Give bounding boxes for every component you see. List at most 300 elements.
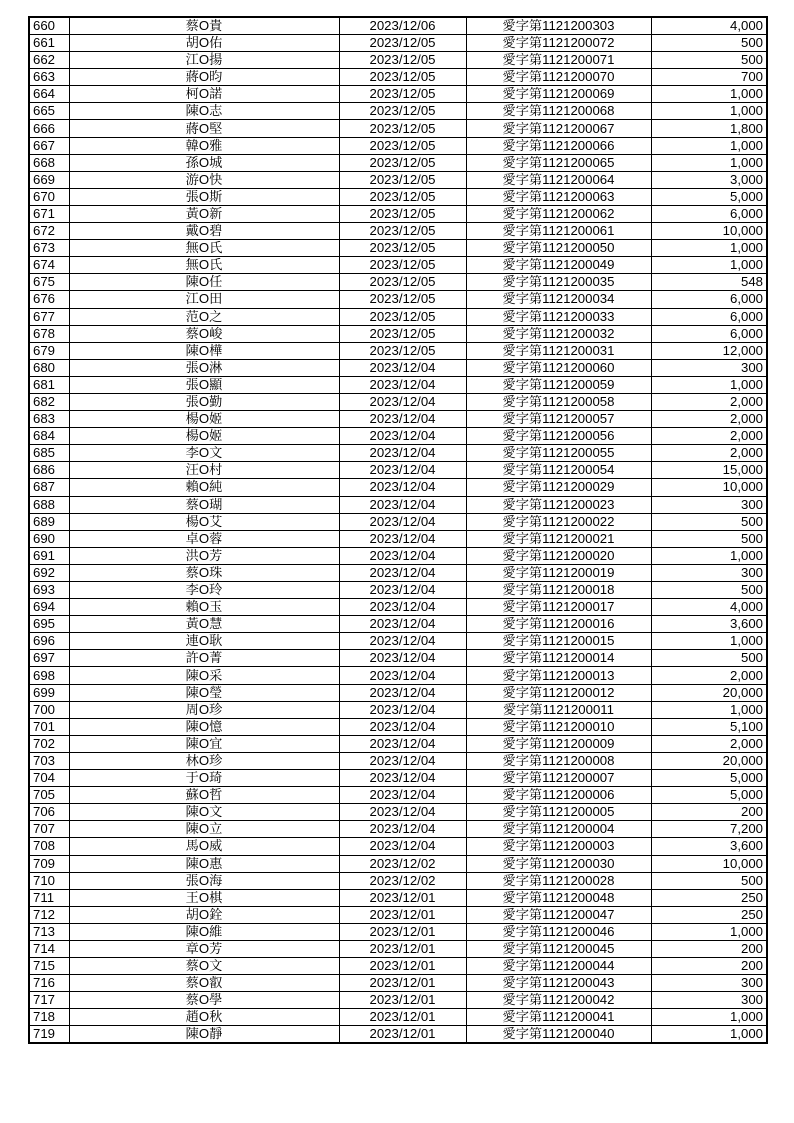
donor-name: 陳O宜 [69,735,339,752]
donor-name: 張O海 [69,872,339,889]
donation-amount: 6,000 [651,291,767,308]
table-row [29,359,767,376]
donor-name: 李O玲 [69,582,339,599]
donation-date: 2023/12/04 [339,667,466,684]
table-row [29,291,767,308]
donor-name: 于O琦 [69,770,339,787]
donation-amount: 4,000 [651,17,767,35]
entry-number: 693 [29,582,69,599]
entry-number: 661 [29,35,69,52]
table-row [29,17,767,35]
receipt-number: 愛字第1121200041 [466,1009,651,1026]
receipt-number: 愛字第1121200057 [466,411,651,428]
donor-name: 胡O銓 [69,906,339,923]
table-row [29,701,767,718]
receipt-number: 愛字第1121200008 [466,752,651,769]
receipt-number: 愛字第1121200068 [466,103,651,120]
entry-number: 686 [29,462,69,479]
donation-date: 2023/12/05 [339,325,466,342]
donation-date: 2023/12/01 [339,992,466,1009]
entry-number: 691 [29,547,69,564]
donation-date: 2023/12/05 [339,223,466,240]
receipt-number: 愛字第1121200023 [466,496,651,513]
receipt-number: 愛字第1121200011 [466,701,651,718]
donor-name: 江O揚 [69,52,339,69]
entry-number: 671 [29,205,69,222]
donation-date: 2023/12/01 [339,923,466,940]
receipt-number: 愛字第1121200017 [466,599,651,616]
donation-amount: 500 [651,513,767,530]
receipt-number: 愛字第1121200046 [466,923,651,940]
donation-date: 2023/12/05 [339,35,466,52]
donation-date: 2023/12/05 [339,171,466,188]
receipt-number: 愛字第1121200006 [466,787,651,804]
receipt-number: 愛字第1121200063 [466,188,651,205]
donor-name: 蔡O貴 [69,17,339,35]
donor-name: 蔡O叡 [69,975,339,992]
donation-date: 2023/12/01 [339,975,466,992]
table-row [29,325,767,342]
donation-ledger-table [28,16,768,1044]
receipt-number: 愛字第1121200009 [466,735,651,752]
donor-name: 江O田 [69,291,339,308]
entry-number: 684 [29,428,69,445]
entry-number: 672 [29,223,69,240]
donation-date: 2023/12/04 [339,411,466,428]
table-row [29,223,767,240]
entry-number: 673 [29,240,69,257]
table-row [29,684,767,701]
table-row [29,205,767,222]
receipt-number: 愛字第1121200066 [466,137,651,154]
donation-date: 2023/12/04 [339,838,466,855]
donor-name: 張O顯 [69,376,339,393]
table-row [29,787,767,804]
donation-date: 2023/12/05 [339,342,466,359]
donation-amount: 2,000 [651,735,767,752]
entry-number: 665 [29,103,69,120]
donation-date: 2023/12/02 [339,855,466,872]
entry-number: 701 [29,718,69,735]
entry-number: 676 [29,291,69,308]
donation-date: 2023/12/05 [339,120,466,137]
donor-name: 陳O文 [69,804,339,821]
entry-number: 703 [29,752,69,769]
donation-amount: 2,000 [651,393,767,410]
donation-amount: 1,000 [651,701,767,718]
table-row [29,975,767,992]
donation-date: 2023/12/04 [339,393,466,410]
donation-amount: 2,000 [651,445,767,462]
donation-amount: 500 [651,35,767,52]
donor-name: 洪O芳 [69,547,339,564]
donor-name: 陳O樺 [69,342,339,359]
donation-amount: 1,000 [651,1009,767,1026]
donation-date: 2023/12/04 [339,547,466,564]
table-row [29,804,767,821]
donor-name: 陳O靜 [69,1026,339,1044]
donation-amount: 5,100 [651,718,767,735]
receipt-number: 愛字第1121200070 [466,69,651,86]
donation-amount: 2,000 [651,411,767,428]
donation-date: 2023/12/04 [339,684,466,701]
donation-amount: 1,000 [651,376,767,393]
receipt-number: 愛字第1121200035 [466,274,651,291]
donation-amount: 1,800 [651,120,767,137]
table-row [29,735,767,752]
donor-name: 趙O秋 [69,1009,339,1026]
donation-amount: 700 [651,69,767,86]
donor-name: 游O快 [69,171,339,188]
donor-name: 蔡O峻 [69,325,339,342]
donation-amount: 1,000 [651,240,767,257]
donation-date: 2023/12/04 [339,752,466,769]
donation-amount: 3,600 [651,616,767,633]
donor-name: 黃O新 [69,205,339,222]
donor-name: 楊O艾 [69,513,339,530]
donor-name: 無O氏 [69,257,339,274]
donor-name: 蔣O昀 [69,69,339,86]
entry-number: 668 [29,154,69,171]
table-row [29,855,767,872]
receipt-number: 愛字第1121200007 [466,770,651,787]
donation-date: 2023/12/04 [339,513,466,530]
receipt-number: 愛字第1121200005 [466,804,651,821]
entry-number: 689 [29,513,69,530]
entry-number: 675 [29,274,69,291]
donor-name: 陳O任 [69,274,339,291]
entry-number: 683 [29,411,69,428]
donation-amount: 1,000 [651,1026,767,1044]
donation-amount: 3,600 [651,838,767,855]
receipt-number: 愛字第1121200032 [466,325,651,342]
receipt-number: 愛字第1121200042 [466,992,651,1009]
receipt-number: 愛字第1121200010 [466,718,651,735]
donor-name: 章O芳 [69,940,339,957]
entry-number: 700 [29,701,69,718]
donation-amount: 200 [651,804,767,821]
donation-date: 2023/12/04 [339,804,466,821]
donation-date: 2023/12/05 [339,188,466,205]
table-row [29,872,767,889]
donation-date: 2023/12/05 [339,308,466,325]
table-row [29,462,767,479]
table-row [29,376,767,393]
table-row [29,52,767,69]
receipt-number: 愛字第1121200059 [466,376,651,393]
entry-number: 709 [29,855,69,872]
table-row [29,599,767,616]
donation-amount: 12,000 [651,342,767,359]
table-row [29,496,767,513]
donor-name: 汪O村 [69,462,339,479]
receipt-number: 愛字第1121200044 [466,958,651,975]
donor-name: 蘇O哲 [69,787,339,804]
donation-amount: 500 [651,650,767,667]
receipt-number: 愛字第1121200020 [466,547,651,564]
table-row [29,103,767,120]
receipt-number: 愛字第1121200058 [466,393,651,410]
donation-amount: 300 [651,564,767,581]
donation-date: 2023/12/04 [339,428,466,445]
donation-date: 2023/12/05 [339,103,466,120]
donor-name: 連O耿 [69,633,339,650]
donation-amount: 1,000 [651,154,767,171]
donation-amount: 1,000 [651,103,767,120]
entry-number: 669 [29,171,69,188]
receipt-number: 愛字第1121200022 [466,513,651,530]
donor-name: 陳O惠 [69,855,339,872]
entry-number: 680 [29,359,69,376]
entry-number: 685 [29,445,69,462]
donation-amount: 200 [651,958,767,975]
entry-number: 718 [29,1009,69,1026]
donor-name: 孫O城 [69,154,339,171]
entry-number: 695 [29,616,69,633]
donor-name: 蔡O珠 [69,564,339,581]
entry-number: 674 [29,257,69,274]
entry-number: 692 [29,564,69,581]
table-row [29,906,767,923]
receipt-number: 愛字第1121200072 [466,35,651,52]
donation-date: 2023/12/04 [339,599,466,616]
table-row [29,667,767,684]
donor-name: 陳O瑩 [69,684,339,701]
table-row [29,838,767,855]
entry-number: 660 [29,17,69,35]
donation-date: 2023/12/04 [339,633,466,650]
receipt-number: 愛字第1121200004 [466,821,651,838]
receipt-number: 愛字第1121200028 [466,872,651,889]
receipt-number: 愛字第1121200055 [466,445,651,462]
table-row [29,137,767,154]
donor-name: 陳O憶 [69,718,339,735]
donation-amount: 500 [651,582,767,599]
entry-number: 667 [29,137,69,154]
donation-date: 2023/12/05 [339,257,466,274]
donation-date: 2023/12/05 [339,86,466,103]
donation-amount: 3,000 [651,171,767,188]
donation-amount: 1,000 [651,923,767,940]
donation-date: 2023/12/04 [339,616,466,633]
donor-name: 陳O維 [69,923,339,940]
entry-number: 711 [29,889,69,906]
entry-number: 714 [29,940,69,957]
receipt-number: 愛字第1121200065 [466,154,651,171]
donation-amount: 2,000 [651,667,767,684]
donation-date: 2023/12/05 [339,69,466,86]
table-row [29,257,767,274]
donation-amount: 1,000 [651,137,767,154]
receipt-number: 愛字第1121200060 [466,359,651,376]
donor-name: 柯O諾 [69,86,339,103]
receipt-number: 愛字第1121200061 [466,223,651,240]
entry-number: 719 [29,1026,69,1044]
entry-number: 710 [29,872,69,889]
table-row [29,650,767,667]
receipt-number: 愛字第1121200045 [466,940,651,957]
donor-name: 卓O蓉 [69,530,339,547]
receipt-number: 愛字第1121200303 [466,17,651,35]
donor-name: 蔣O堅 [69,120,339,137]
donor-name: 蔡O瑚 [69,496,339,513]
donation-date: 2023/12/04 [339,359,466,376]
entry-number: 704 [29,770,69,787]
donation-date: 2023/12/04 [339,701,466,718]
entry-number: 715 [29,958,69,975]
entry-number: 678 [29,325,69,342]
entry-number: 705 [29,787,69,804]
donor-name: 許O菁 [69,650,339,667]
donation-amount: 5,000 [651,770,767,787]
donation-amount: 500 [651,530,767,547]
table-row [29,616,767,633]
entry-number: 713 [29,923,69,940]
donation-ledger-sheet [28,16,768,1044]
donation-amount: 7,200 [651,821,767,838]
ledger-body [29,17,767,1043]
table-row [29,530,767,547]
entry-number: 662 [29,52,69,69]
donation-amount: 300 [651,975,767,992]
donor-name: 戴O碧 [69,223,339,240]
donation-date: 2023/12/04 [339,462,466,479]
entry-number: 699 [29,684,69,701]
entry-number: 707 [29,821,69,838]
donation-date: 2023/12/05 [339,154,466,171]
donor-name: 王O棋 [69,889,339,906]
entry-number: 702 [29,735,69,752]
table-row [29,342,767,359]
donation-date: 2023/12/04 [339,735,466,752]
table-row [29,1009,767,1026]
donor-name: 陳O采 [69,667,339,684]
donor-name: 張O勤 [69,393,339,410]
donation-amount: 10,000 [651,479,767,496]
entry-number: 679 [29,342,69,359]
donor-name: 李O文 [69,445,339,462]
donation-date: 2023/12/04 [339,564,466,581]
receipt-number: 愛字第1121200029 [466,479,651,496]
donor-name: 張O斯 [69,188,339,205]
donation-date: 2023/12/04 [339,376,466,393]
donor-name: 蔡O文 [69,958,339,975]
donation-date: 2023/12/04 [339,530,466,547]
receipt-number: 愛字第1121200064 [466,171,651,188]
donation-amount: 20,000 [651,684,767,701]
receipt-number: 愛字第1121200048 [466,889,651,906]
receipt-number: 愛字第1121200030 [466,855,651,872]
donation-amount: 15,000 [651,462,767,479]
donation-date: 2023/12/05 [339,137,466,154]
entry-number: 682 [29,393,69,410]
receipt-number: 愛字第1121200071 [466,52,651,69]
donor-name: 張O淋 [69,359,339,376]
receipt-number: 愛字第1121200013 [466,667,651,684]
table-row [29,958,767,975]
table-row [29,445,767,462]
receipt-number: 愛字第1121200049 [466,257,651,274]
table-row [29,86,767,103]
receipt-number: 愛字第1121200018 [466,582,651,599]
donation-amount: 1,000 [651,633,767,650]
entry-number: 664 [29,86,69,103]
donation-amount: 5,000 [651,787,767,804]
entry-number: 666 [29,120,69,137]
receipt-number: 愛字第1121200015 [466,633,651,650]
receipt-number: 愛字第1121200050 [466,240,651,257]
entry-number: 708 [29,838,69,855]
entry-number: 706 [29,804,69,821]
donation-amount: 5,000 [651,188,767,205]
donation-date: 2023/12/01 [339,906,466,923]
entry-number: 698 [29,667,69,684]
receipt-number: 愛字第1121200062 [466,205,651,222]
donation-amount: 1,000 [651,257,767,274]
donation-date: 2023/12/04 [339,496,466,513]
table-row [29,154,767,171]
table-row [29,69,767,86]
donation-amount: 20,000 [651,752,767,769]
donor-name: 賴O純 [69,479,339,496]
donor-name: 黃O慧 [69,616,339,633]
donor-name: 陳O志 [69,103,339,120]
entry-number: 697 [29,650,69,667]
entry-number: 687 [29,479,69,496]
table-row [29,120,767,137]
receipt-number: 愛字第1121200012 [466,684,651,701]
donor-name: 賴O玉 [69,599,339,616]
table-row [29,308,767,325]
donation-date: 2023/12/06 [339,17,466,35]
receipt-number: 愛字第1121200043 [466,975,651,992]
donor-name: 楊O姬 [69,428,339,445]
donation-amount: 250 [651,889,767,906]
entry-number: 688 [29,496,69,513]
table-row [29,171,767,188]
donation-amount: 548 [651,274,767,291]
table-row [29,428,767,445]
donation-date: 2023/12/05 [339,291,466,308]
table-row [29,513,767,530]
donation-date: 2023/12/04 [339,821,466,838]
donation-amount: 10,000 [651,223,767,240]
donation-amount: 6,000 [651,308,767,325]
table-row [29,940,767,957]
receipt-number: 愛字第1121200069 [466,86,651,103]
donation-amount: 250 [651,906,767,923]
donation-amount: 1,000 [651,86,767,103]
donation-amount: 500 [651,872,767,889]
table-row [29,821,767,838]
receipt-number: 愛字第1121200031 [466,342,651,359]
entry-number: 670 [29,188,69,205]
donation-amount: 2,000 [651,428,767,445]
donation-date: 2023/12/02 [339,872,466,889]
table-row [29,718,767,735]
table-row [29,547,767,564]
receipt-number: 愛字第1121200003 [466,838,651,855]
donation-amount: 200 [651,940,767,957]
donation-date: 2023/12/04 [339,718,466,735]
receipt-number: 愛字第1121200019 [466,564,651,581]
entry-number: 694 [29,599,69,616]
entry-number: 663 [29,69,69,86]
donation-amount: 6,000 [651,205,767,222]
donation-date: 2023/12/04 [339,582,466,599]
receipt-number: 愛字第1121200014 [466,650,651,667]
table-row [29,923,767,940]
